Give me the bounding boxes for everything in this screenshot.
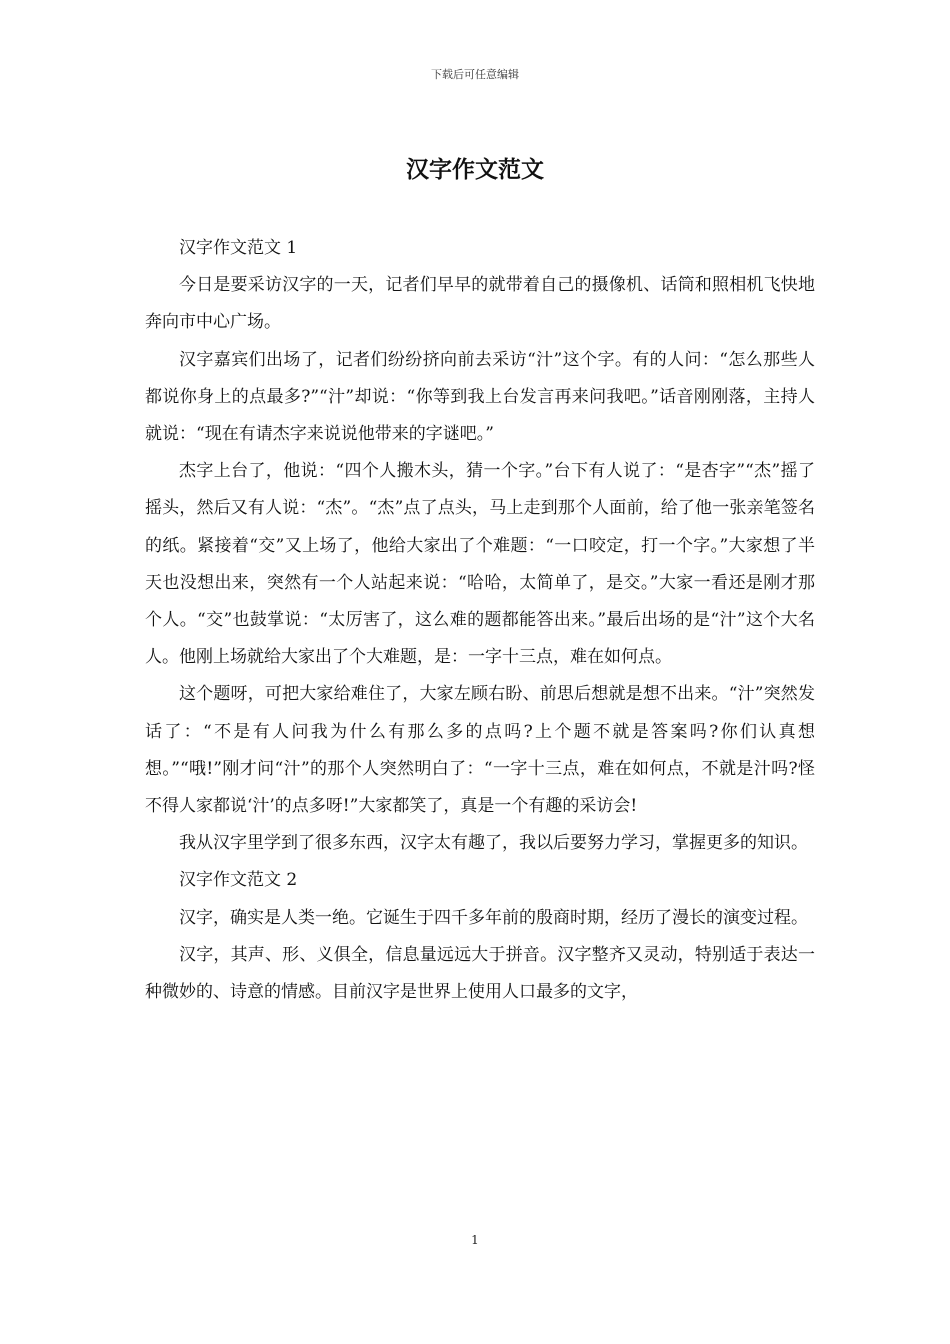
document-body	[145, 230, 815, 1011]
paragraph: 汉字嘉宾们出场了，记者们纷纷挤向前去采访“汁”这个字。有的人问：“怎么那些人都说你身上的点最多?”“汁”却说：“你等到我上台发言再来问我吧。”话音刚刚落，主持人就说：“现在有请杰字来说说他带来的字谜吧。”	[145, 349, 815, 445]
paragraph: 杰字上台了，他说：“四个人搬木头，猜一个字。”台下有人说了：“是杏字”“杰”摇了摇头，然后又有人说：“杰”。“杰”点了点头，马上走到那个人面前，给了他一张亲笔签名的纸。紧接着“交”又上场了，他给大家出了个难题：“一口咬定，打一个字。”大家想了半天也没想出来，突然有一个人站起来说：“哈哈，太简单了，是交。”大家一看还是刚才那个人。“交”也鼓掌说：“太厉害了，这么难的题都能答出来。”最后出场的是“汁”这个大名人。他刚上场就给大家出了个大难题，是：一字十三点，难在如何点。	[145, 461, 815, 668]
section-heading-2: 汉字作文范文 2	[179, 870, 298, 891]
paragraph: 汉字，确实是人类一绝。它诞生于四千多年前的殷商时期，经历了漫长的演变过程。	[179, 907, 808, 928]
section-heading-1: 汉字作文范文 1	[179, 238, 298, 258]
header-note: 下载后可任意编辑	[431, 68, 519, 81]
document-title: 汉字作文范文	[406, 156, 544, 183]
page-number: 1	[471, 1233, 479, 1247]
paragraph: 我从汉字里学到了很多东西，汉字太有趣了，我以后要努力学习，掌握更多的知识。	[179, 833, 808, 854]
paragraph: 今日是要采访汉字的一天，记者们早早的就带着自己的摄像机、话筒和照相机飞快地奔向市中心广场。	[145, 275, 815, 333]
paragraph: 这个题呀，可把大家给难住了，大家左顾右盼、前思后想就是想不出来。“汁”突然发话了：“不是有人问我为什么有那么多的点吗?上个题不就是答案吗?你们认真想想。”“哦!”刚才问“汁”的那个人突然明白了：“一字十三点，难在如何点，不就是汁吗?怪不得人家都说‘汁’的点多呀!”大家都笑了，真是一个有趣的采访会!	[145, 684, 815, 817]
paragraph: 汉字，其声、形、义俱全，信息量远远大于拼音。汉字整齐又灵动，特别适于表达一种微妙的、诗意的情感。目前汉字是世界上使用人口最多的文字，	[145, 944, 815, 1003]
